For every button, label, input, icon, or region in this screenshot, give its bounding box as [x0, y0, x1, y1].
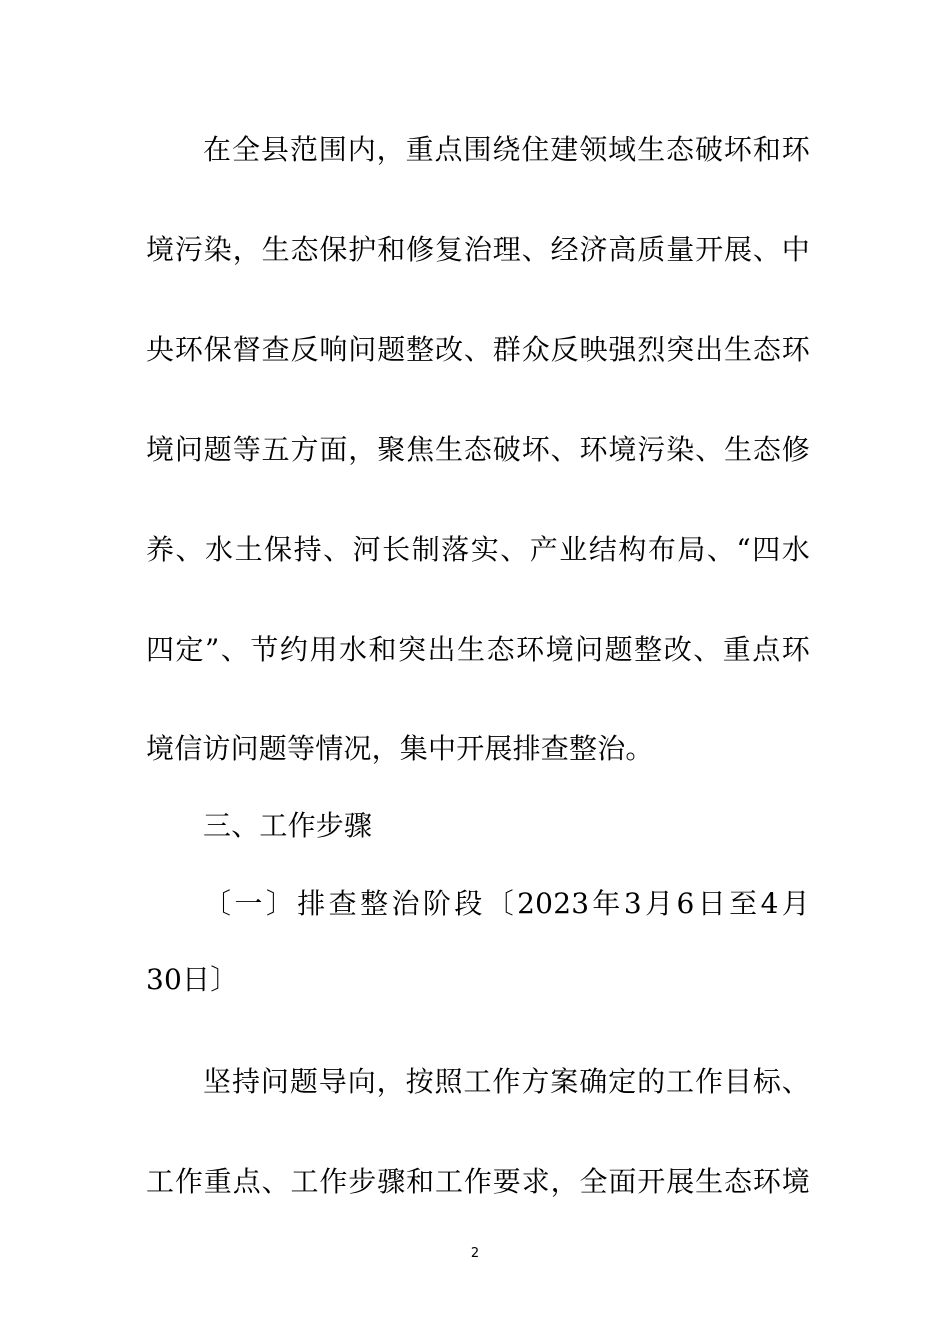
- paragraph-line: 央环保督查反响问题整改、群众反映强烈突出生态环: [146, 333, 810, 366]
- paragraph-line: 工作重点、工作步骤和工作要求，全面开展生态环境: [146, 1165, 810, 1198]
- paragraph-line: 境污染，生态保护和修复治理、经济高质量开展、中: [146, 233, 810, 266]
- paragraph-line: 养、水土保持、河长制落实、产业结构布局、“四水: [146, 533, 810, 566]
- paragraph-line: 境问题等五方面，聚焦生态破坏、环境污染、生态修: [146, 433, 810, 466]
- paragraph-line: 四定”、节约用水和突出生态环境问题整改、重点环: [146, 633, 810, 666]
- section-heading: 三、工作步骤: [203, 809, 373, 842]
- subsection-heading-continued: 30日〕: [146, 963, 239, 996]
- subsection-heading: 〔一〕排查整治阶段〔2023年3月6日至4月: [203, 887, 810, 920]
- paragraph-line: 境信访问题等情况，集中开展排查整治。: [146, 732, 654, 765]
- paragraph-line: 在全县范围内，重点围绕住建领域生态破坏和环: [203, 133, 810, 166]
- paragraph-line: 坚持问题导向，按照工作方案确定的工作目标、: [203, 1065, 810, 1098]
- page-number: 2: [470, 1246, 480, 1261]
